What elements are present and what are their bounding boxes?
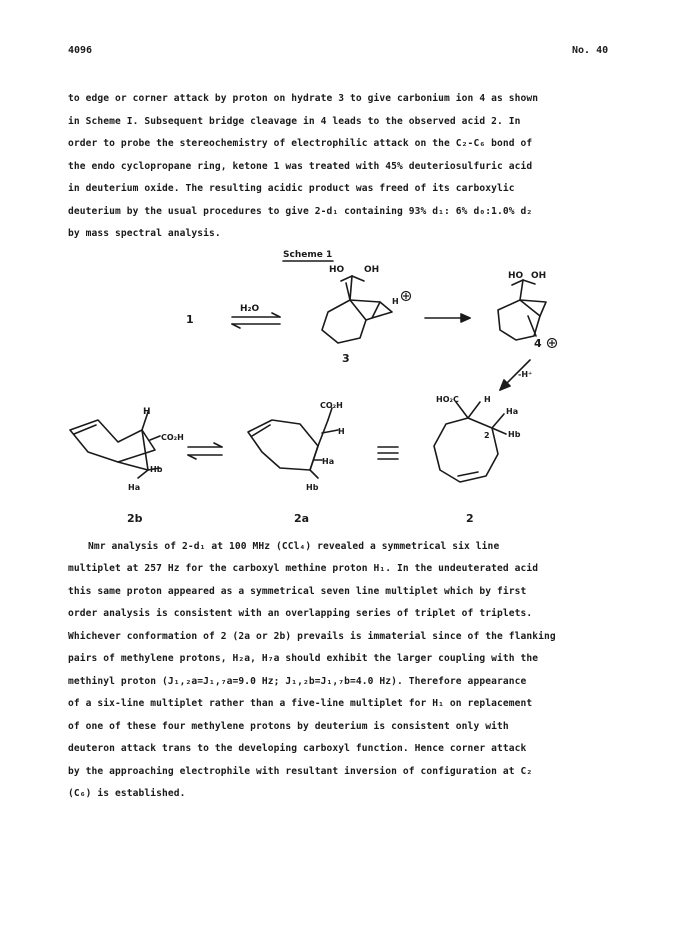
2-ring-position: 2 (484, 431, 490, 440)
text-line: the endo cyclopropane ring, ketone 1 was treated with 45% deuteriosulfuric acid (68, 160, 533, 172)
compound-4-label: 4 (534, 337, 542, 350)
hydrate-oh: OH (364, 265, 380, 275)
2-hb: Hb (508, 430, 521, 439)
compound-3-label: 3 (342, 352, 350, 365)
text-line: of one of these four methylene protons by deuterium is consistent only with (68, 720, 509, 732)
text-line: methinyl proton (J₁,₂a=J₁,₇a=9.0 Hz; J₁,₂b=J₁,₇b=4.0 Hz). Therefore appearance (68, 675, 527, 687)
text-line: (C₆) is established. (68, 788, 186, 799)
2b-co2h: CO₂H (161, 433, 184, 442)
issue-number: No. 40 (572, 45, 609, 56)
text-line: this same proton appeared as a symmetrical seven line multiplet which by first (68, 585, 527, 597)
text-line: order to probe the stereochemistry of electrophilic attack on the C₂-C₆ bond of (68, 138, 533, 149)
paragraph-2-body (68, 558, 628, 806)
2b-h: H (143, 407, 151, 417)
text-line: in deuterium oxide. The resulting acidic product was freed of its carboxylic (68, 183, 515, 194)
text-line: in Scheme I. Subsequent bridge cleavage in 4 leads to the observed acid 2. In (68, 115, 521, 127)
2a-ha: Ha (322, 457, 335, 466)
2a-co2h: CO₂H (320, 401, 343, 410)
2b-ha: Ha (128, 483, 141, 492)
paragraph-2 (88, 536, 648, 559)
text-line: multiplet at 257 Hz for the carboxyl methine proton H₁. In the undeuterated acid (68, 563, 539, 574)
text-line: deuteron attack trans to the developing carboxyl function. Hence corner attack (68, 743, 527, 754)
2a-hb: Hb (306, 483, 319, 492)
protonated-h: H (392, 297, 399, 306)
minus-h-label: -H⁺ (518, 370, 533, 379)
text-line: Nmr analysis of 2-d₁ at 100 MHz (CCl₄) revealed a symmetrical six line (88, 541, 500, 552)
compound-2a-label: 2a (294, 512, 310, 525)
compound-2b-label: 2b (127, 512, 143, 525)
text-line: pairs of methylene protons, H₂a, H₇a should exhibit the larger coupling with the (68, 653, 539, 664)
2-ho2c: HO₂C (436, 395, 459, 404)
2-ha: Ha (506, 407, 519, 416)
reagent-label: H₂O (240, 304, 260, 314)
ion-oh: OH (531, 271, 547, 281)
scheme-title: Scheme 1 (283, 250, 333, 260)
2b-hb: Hb (150, 465, 163, 474)
ion-ho: HO (508, 271, 524, 281)
2-h: H (484, 395, 491, 404)
text-line: deuterium by the usual procedures to give 2-d₁ containing 93% d₁: 6% d₀:1.0% d₂ (68, 205, 533, 217)
text-line: to edge or corner attack by proton on hydrate 3 to give carbonium ion 4 as shown (68, 93, 539, 104)
text-line: by mass spectral analysis. (68, 228, 221, 239)
compound-2-label: 2 (466, 512, 474, 525)
text-line: Whichever conformation of 2 (2a or 2b) prevails is immaterial since of the flanking (68, 630, 556, 642)
page-number: 4096 (68, 45, 93, 56)
2a-h: H (338, 427, 345, 436)
text-line: by the approaching electrophile with resultant inversion of configuration at C₂ (68, 765, 533, 777)
hydrate-ho: HO (329, 265, 345, 275)
compound-1-label: 1 (186, 313, 194, 326)
text-line: of a six-line multiplet rather than a five-line multiplet for H₁ on replacement (68, 698, 533, 709)
text-line: order analysis is consistent with an overlapping series of triplet of triplets. (68, 608, 533, 619)
